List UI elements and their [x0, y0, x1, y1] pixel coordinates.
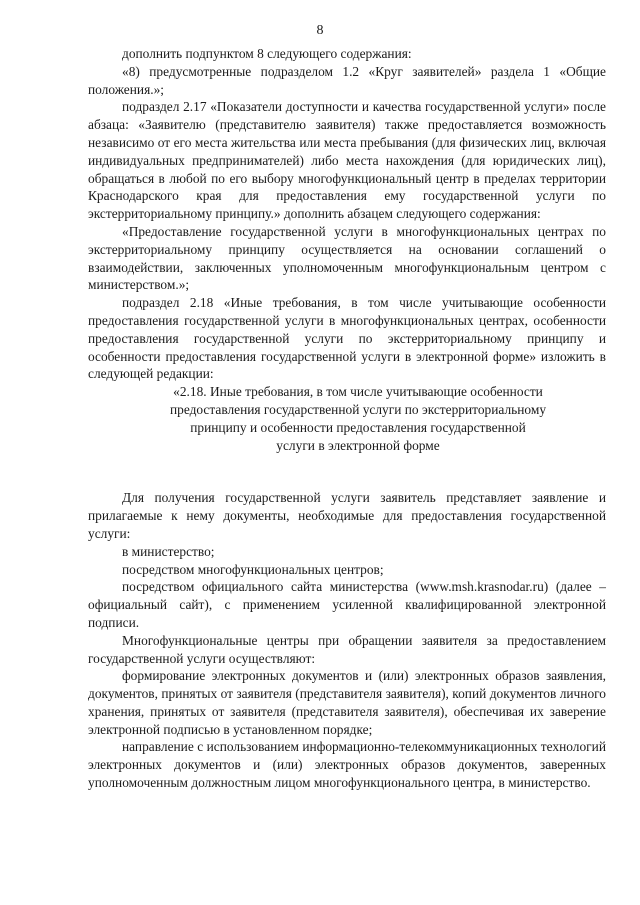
spacer — [88, 454, 606, 489]
paragraph: Для получения государственной услуги заявитель представляет заявление и прилагаемые к нему документы, необходимые для предоставления государственной услуги: — [88, 490, 606, 541]
section-heading — [88, 383, 606, 454]
paragraph: подраздел 2.18 «Иные требования, в том числе учитывающие особенности предоставления государственной услуги в многофункциональных центрах, особенности предоставления государственной услуги по экстерриториальному принципу и особенности предоставления государственной услуги в электронной форме» изложить в следующей редакции: — [88, 295, 606, 382]
paragraph: посредством многофункциональных центров; — [122, 561, 384, 577]
paragraph: Многофункциональные центры при обращении заявителя за предоставлением государственной услуги осуществляют: — [88, 632, 606, 666]
page-number: 8 — [316, 23, 324, 38]
document-body — [88, 45, 606, 792]
heading-line: «2.18. Иные требования, в том числе учитывающие особенности — [173, 384, 543, 400]
paragraph: «Предоставление государственной услуги в многофункциональных центрах по экстерриториальному принципу осуществляется на основании соглашений о взаимодействии, заключенных уполномоченным многофункциональным центром с министерством.»; — [88, 223, 606, 293]
paragraph: направление с использованием информационно-телекоммуникационных технологий электронных документов и (или) электронных образов документов, заверенных уполномоченным должностным лицом многофункционального центра, в министерство. — [88, 739, 606, 791]
paragraph: подраздел 2.17 «Показатели доступности и качества государственной услуги» после абзаца: «Заявителю (представителю заявителя) также предоставляется возможность независимо от его места жительства или места пребывания (для физических лиц, включая индивидуальных предпринимателей) либо места нахождения (для юридических лиц), обращаться в любой по его выбору многофункциональный центр в пределах территории Краснодарского края для предоставления ему государственной услуги по экстерриториальному принципу.» дополнить абзацем следующего содержания: — [88, 99, 606, 222]
heading-line: услуги в электронной форме — [276, 437, 440, 453]
paragraph: «8) предусмотренные подразделом 1.2 «Круг заявителей» раздела 1 «Общие положения.»; — [88, 63, 606, 97]
paragraph: формирование электронных документов и (или) электронных образов заявления, документов, принятых от заявителя (представителя заявителя), копий документов личного хранения, принятых от заявителя (представителя заявителя), обеспечивая их заверение электронной подписью в установленном порядке; — [88, 668, 606, 737]
paragraph: дополнить подпунктом 8 следующего содержания: — [122, 46, 412, 61]
heading-line: принципу и особенности предоставления государственной — [190, 419, 526, 435]
heading-line: предоставления государственной услуги по экстерриториальному — [169, 401, 547, 417]
paragraph: посредством официального сайта министерства (www.msh.krasnodar.ru) (далее – официальный сайт), с применением усиленной квалифицированной электронной подписи. — [88, 579, 606, 630]
paragraph: в министерство; — [122, 543, 215, 559]
